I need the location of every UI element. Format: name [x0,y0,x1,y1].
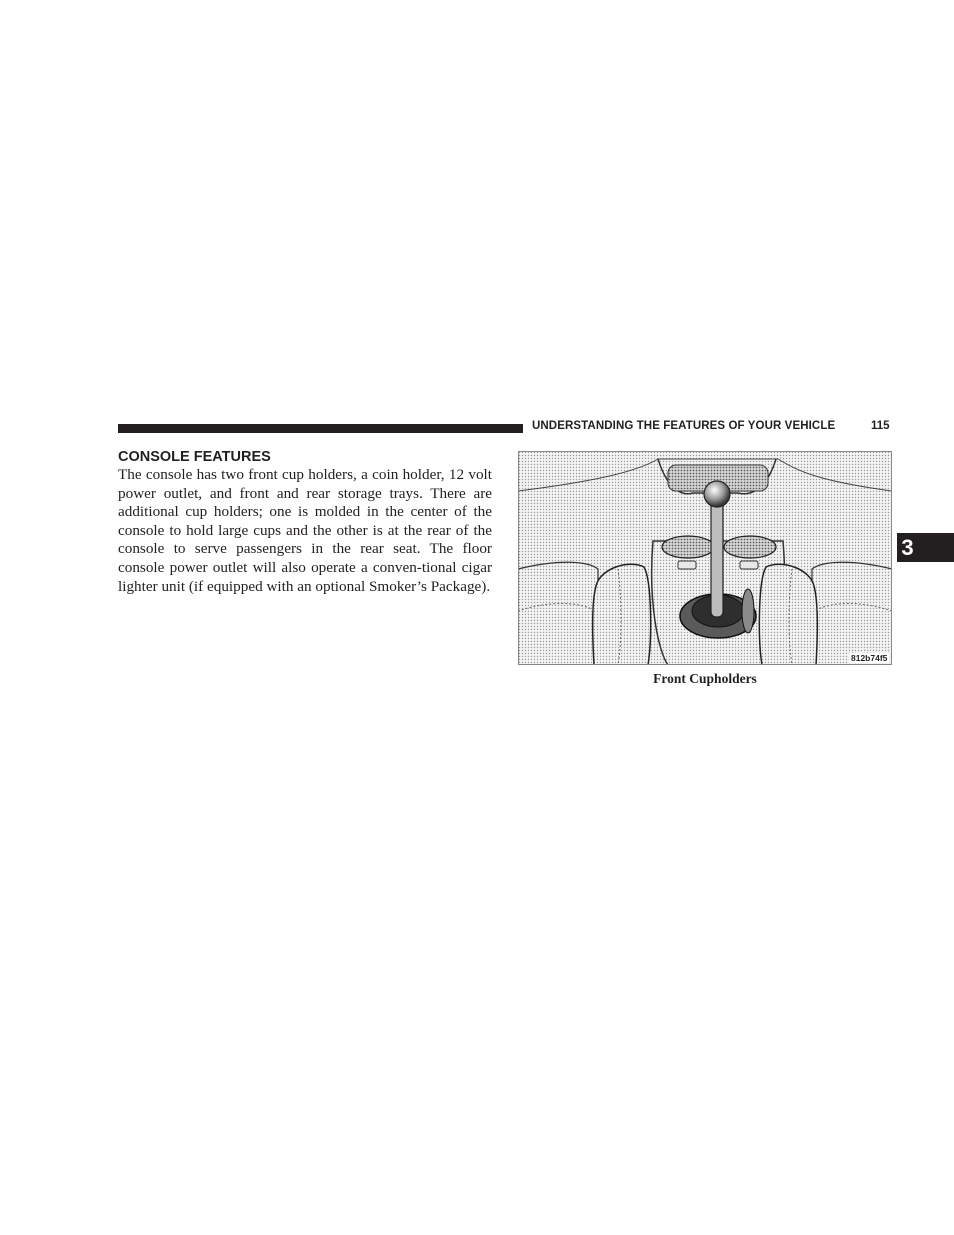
figure-caption: Front Cupholders [653,671,757,686]
page-number: 115 [871,420,890,432]
front-cupholders-illustration [518,451,892,665]
header-rule [118,424,523,433]
chapter-tab: 3 [897,533,954,562]
running-header: UNDERSTANDING THE FEATURES OF YOUR VEHICLE [532,420,836,432]
section-title: CONSOLE FEATURES [118,449,271,465]
figure-code: 812b74f5 [851,653,888,663]
body-paragraph: The console has two front cup holders, a coin holder, 12 volt power outlet, and front and rear storage trays. There are additional cup holders; one is molded in the center of the console to hold large cups and the other is at the rear of the console to serve passengers in the rear seat. The floor console power outlet will also operate a conven-tional cigar lighter unit (if equipped with an optional Smoker’s Package). [118,466,492,595]
